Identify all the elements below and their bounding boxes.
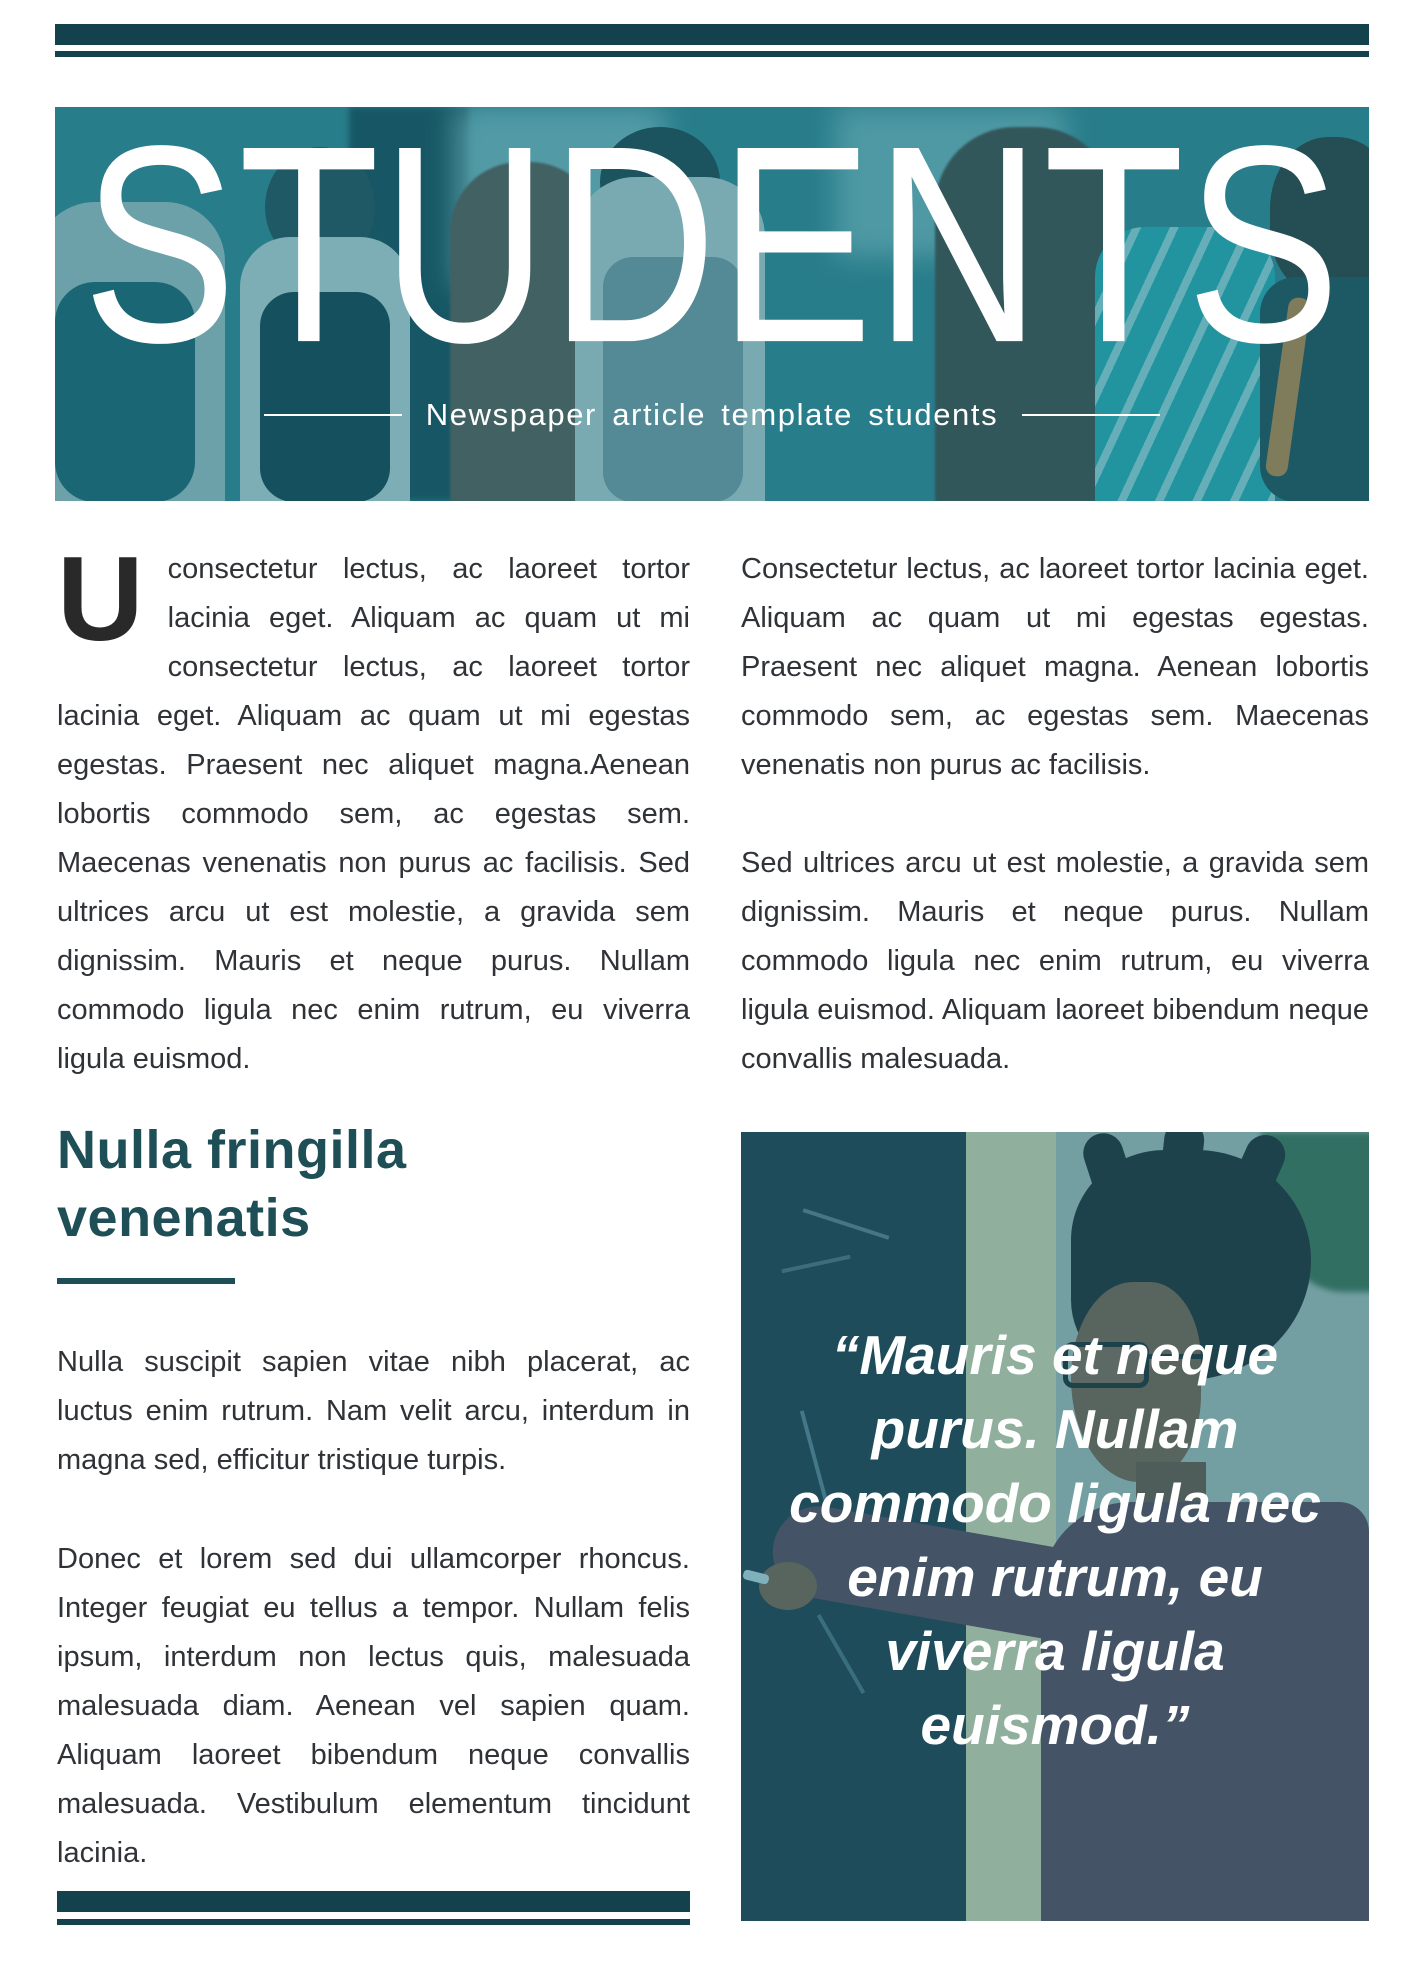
masthead-subtitle: Newspaper article template students <box>425 397 999 432</box>
body-paragraph: Sed ultrices arcu ut est molestie, a gravida sem dignissim. Mauris et neque purus. Nullam commodo ligula nec enim rutrum, eu viverra ligula euismod. Aliquam laoreet bibendum neque convallis malesuada. <box>741 847 1369 1075</box>
body-paragraph: Consectetur lectus, ac laoreet tortor lacinia eget. Aliquam ac quam ut mi egestas egestas. Praesent nec aliquet magna. Aenean lobortis commodo sem, ac egestas sem. Maecenas venenatis non purus ac facilisis. <box>741 553 1369 781</box>
body-paragraph <box>57 532 690 1084</box>
masthead <box>55 107 1369 501</box>
bottom-rule-thin <box>57 1919 690 1925</box>
masthead-title: STUDENTS <box>82 107 1342 402</box>
paragraph-text: consectetur lectus, ac laoreet tortor lacinia eget. Aliquam ac quam ut mi consectetur lectus, ac laoreet tortor lacinia eget. Aliquam ac quam ut mi egestas egestas. Praesent nec aliquet magna.Aenean lobortis commodo sem, ac egestas sem. Maecenas venenatis non purus ac facilisis. Sed ultrices arcu ut est molestie, a gravida sem dignissim. Mauris et neque purus. Nullam commodo ligula nec enim rutrum, eu viverra ligula euismod. <box>57 553 690 1075</box>
quote-photo <box>741 1132 1369 1921</box>
column-left <box>57 532 690 1878</box>
heading-rule <box>57 1278 235 1284</box>
hero-photo <box>55 107 1369 501</box>
top-rule-thin <box>55 51 1369 57</box>
top-rule-thick <box>55 24 1369 45</box>
bottom-rule-thick <box>57 1891 690 1912</box>
column-right <box>741 545 1369 1084</box>
drop-cap: U <box>57 532 144 666</box>
body-paragraph: Nulla suscipit sapien vitae nibh placerat, ac luctus enim rutrum. Nam velit arcu, interdum in magna sed, efficitur tristique turpis. <box>57 1346 690 1476</box>
section-heading: Nulla fringilla venenatis <box>57 1120 407 1248</box>
body-paragraph: Donec et lorem sed dui ullamcorper rhoncus. Integer feugiat eu tellus a tempor. Nullam felis ipsum, interdum non lectus quis, malesuada malesuada diam. Aenean vel sapien quam. Aliquam laoreet bibendum neque convallis malesuada. Vestibulum elementum tincidunt lacinia. <box>57 1543 690 1869</box>
pull-quote: “Mauris et neque purus. Nullam commodo ligula nec enim rutrum, eu viverra ligula euismod.” <box>789 1324 1321 1756</box>
